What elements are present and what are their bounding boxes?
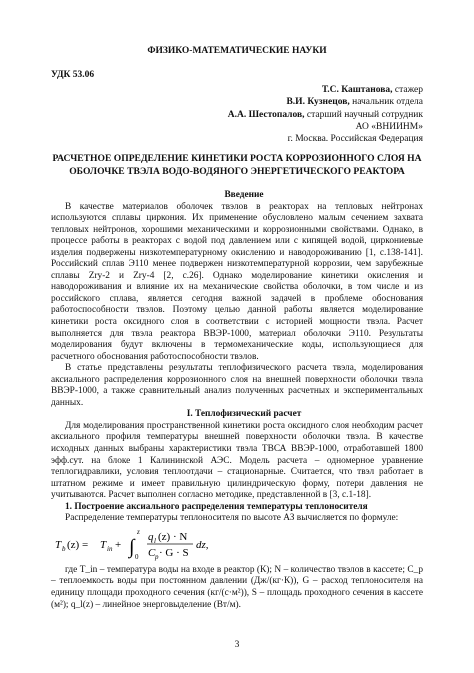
fraction-numerator-rest: (z) · N xyxy=(158,530,188,543)
variables-explanation: где T_in – температура воды на входе в реактор (К); N – количество твэлов в кассете; C_p – теплоемкость воды при постоянном давлении (Дж/(кг·К)), G – расход теплоносителя на единицу площади проходного сечения (кг/(с·м²)), S – площадь проходного сечения в кассете (м²); q_l(z) – линейное энерговыделение (Вт/м). xyxy=(51,564,423,610)
fraction-denominator-rest: · G · S xyxy=(159,546,189,559)
fraction-denominator: C xyxy=(148,546,156,559)
author-1 xyxy=(228,84,423,96)
author-3 xyxy=(228,109,423,121)
page-number: 3 xyxy=(234,640,240,650)
subsection-intro: Распределение температуры теплоносителя по высоте АЗ вычисляется по формуле: xyxy=(65,513,399,524)
formula-plus: + xyxy=(115,538,122,551)
author-name: В.И. Кузнецов, xyxy=(286,97,350,108)
author-name: А.А. Шестопалов, xyxy=(227,109,305,120)
fraction-denominator-sub: p xyxy=(155,552,159,561)
formula-dz: dz, xyxy=(196,538,209,551)
section1-heading: I. Теплофизический расчет xyxy=(186,409,302,420)
formula-lhs-sub: b xyxy=(62,544,66,553)
formula-t-in: T xyxy=(100,538,107,551)
section-heading: ФИЗИКО-МАТЕМАТИЧЕСКИЕ НАУКИ xyxy=(147,46,327,56)
subsection-heading: 1. Построение аксиального распределения температуры теплоносителя xyxy=(65,501,368,512)
affiliation-org: АО «ВНИИНМ» xyxy=(355,121,423,132)
formula-t-in-sub: in xyxy=(107,544,113,553)
fraction-numerator: q xyxy=(148,530,154,543)
integral-upper: z xyxy=(137,527,140,536)
author-2 xyxy=(228,96,423,108)
coolant-temperature-formula xyxy=(51,526,423,562)
authors-block xyxy=(228,84,423,145)
intro-paragraph-2: В статье представлены результаты теплофизического расчета твэла, моделирования аксиального распределения коррозионного слоя на внешней поверхности оболочки твэла ВВЭР-1000, а также сравнительный анализ полученных расчетных и экспериментальных данных. xyxy=(51,363,423,408)
intro-heading: Введение xyxy=(224,190,264,200)
formula-svg xyxy=(55,526,275,562)
intro-paragraph-1: В качестве материалов оболочек твэлов в реакторах на тепловых нейтронах используются сплавы циркония. Их применение обусловлено малым сечением захвата тепловых нейтронов, хорошими механическими и коррозионными свойствами. Однако, в процессе работы в реакторах с водой под давлением или с кипящей водой, циркониевые изделия подвержены низкотемпературному окислению и наводороживанию [1, с.138-141]. Российский сплав Э110 менее подвержен низкотемпературной коррозии, чем зарубежные сплавы Zry-2 и Zry-4 [2, с.26]. Однако моделирование кинетики окисления и наводороживания и влияние их на механические свойства оболочки, в том числе и из российского сплава, является сегодня важной задачей в проблеме обоснования работоспособности твэлов. Поэтому целью данной работы является моделирование кинетики роста оксидного слоя в соответствии с историей мощности твэла. Расчет выполняется для твэла реактора ВВЭР-1000, материал оболочки Э110. Результаты моделирования будут включены в термомеханические коды, использующиеся для расчетного обоснования работоспособности твэлов. xyxy=(51,201,423,362)
fraction-numerator-sub: l xyxy=(154,536,156,545)
author-role: начальник отдела xyxy=(349,97,423,108)
author-role: стажер xyxy=(392,85,423,95)
paper-body xyxy=(51,190,423,611)
udk-code: УДК 53.06 xyxy=(51,70,95,80)
integral-sign: ∫ xyxy=(129,535,135,558)
affiliation-city: г. Москва. Российская Федерация xyxy=(287,134,423,145)
author-role: старший научный сотрудник xyxy=(304,109,423,120)
section1-paragraph: Для моделирования пространственной кинетики роста оксидного слоя необходим расчет аксиального профиля температуры внешней поверхности оболочки твэла. В качестве исходных данных выбраны характеристики твэла ТВСА ВВЭР-1000, отработавшей 1800 эфф.сут. на блоке 1 Калининской АЭС. Модель расчета – одномерное уравнение теплогидравлики, условия теплоотдачи – стационарные. Считается, что твэл работает в штатном режиме и имеет правильную цилиндрическую форму, потери давления не учитываются. Расчет выполнен согласно методике, представленной в [3, с.1-18]. xyxy=(51,420,423,501)
author-name: Т.С. Каштанова, xyxy=(321,85,393,95)
integral-lower: 0 xyxy=(135,552,139,561)
formula-arg: (z) = xyxy=(67,538,89,551)
formula-lhs: T xyxy=(55,538,62,551)
paper-title: РАСЧЕТНОЕ ОПРЕДЕЛЕНИЕ КИНЕТИКИ РОСТА КОРРОЗИОННОГО СЛОЯ НА ОБОЛОЧКЕ ТВЭЛА ВОДО-ВОДЯНОГО ЭНЕРГЕТИЧЕСКОГО РЕАКТОРА xyxy=(52,153,422,177)
